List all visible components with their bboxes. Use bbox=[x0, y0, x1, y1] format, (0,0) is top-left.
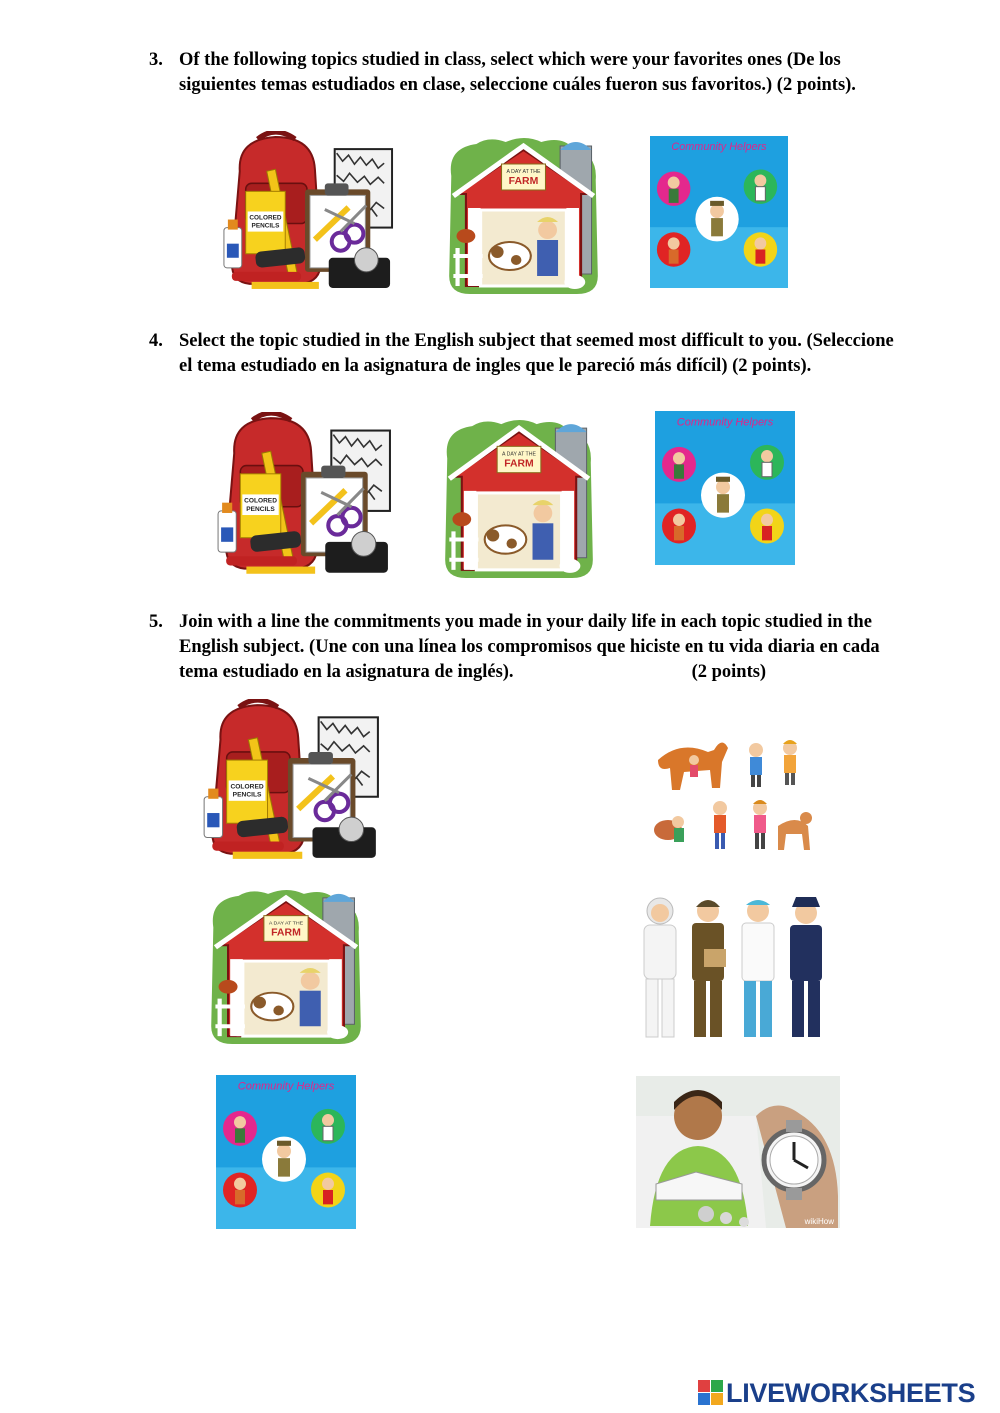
studying-boy-with-watch-image[interactable] bbox=[636, 1076, 840, 1228]
question-text: Select the topic studied in the English subject that seemed most difficult to you. (Seleccione el tema estudiado en la asignatura de ingles que le pareció más difícil) (2 points). bbox=[179, 331, 894, 376]
question-3 bbox=[149, 48, 909, 98]
question-text: Join with a line the commitments you made in your daily life in each topic studied in the English subject. (Une con una línea los compromisos que hiciste en tu vida diaria en cada tema estudiado en la asignatura de inglés). (2 points) bbox=[179, 612, 880, 682]
school-supplies-image[interactable] bbox=[198, 699, 382, 867]
question-4 bbox=[149, 329, 909, 379]
question-number: 5. bbox=[149, 612, 163, 632]
question-5 bbox=[149, 610, 909, 685]
liveworksheets-mark-icon bbox=[698, 1380, 724, 1406]
question-points: (2 points) bbox=[691, 662, 767, 682]
community-helpers-title: Community Helpers bbox=[671, 141, 767, 154]
question-number: 4. bbox=[149, 331, 163, 351]
school-supplies-image[interactable] bbox=[212, 412, 394, 582]
kids-with-animals-image[interactable] bbox=[650, 730, 815, 858]
liveworksheets-logo bbox=[698, 1378, 994, 1408]
community-helpers-image[interactable] bbox=[655, 411, 795, 565]
brand-name: LIVEWORKSHEETS bbox=[726, 1378, 976, 1408]
kids-in-costumes-image[interactable] bbox=[630, 893, 838, 1045]
school-supplies-image[interactable] bbox=[218, 131, 396, 297]
community-helpers-image[interactable] bbox=[216, 1075, 356, 1229]
community-helpers-title: Community Helpers bbox=[676, 416, 774, 429]
question-number: 3. bbox=[149, 50, 163, 70]
farm-image[interactable] bbox=[207, 888, 365, 1046]
community-helpers-title: Community Helpers bbox=[237, 1080, 335, 1093]
question-text: Of the following topics studied in class, select which were your favorites ones (De los siguientes temas estudiados en clase, seleccione cuáles fueron sus favoritos.) (2 points). bbox=[179, 50, 856, 95]
community-helpers-image[interactable] bbox=[650, 136, 788, 288]
farm-image[interactable] bbox=[445, 136, 602, 296]
watermark: wikiHow bbox=[804, 1217, 834, 1226]
farm-image[interactable] bbox=[441, 418, 597, 580]
